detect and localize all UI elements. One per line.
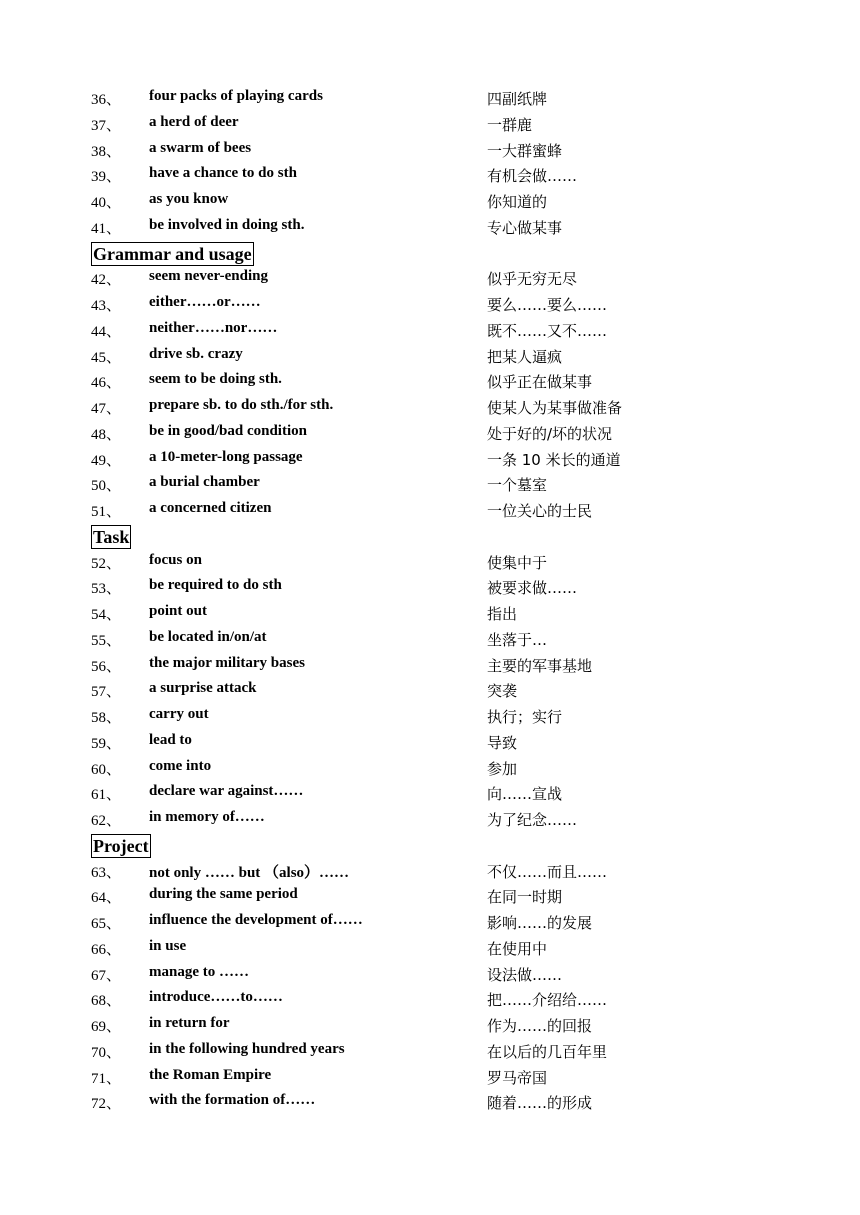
english-phrase: influence the development of…… xyxy=(149,912,363,928)
entry-number: 67、 xyxy=(91,967,122,984)
vocab-entry xyxy=(0,320,860,346)
vocab-entry xyxy=(0,88,860,114)
english-phrase: a swarm of bees xyxy=(149,139,252,156)
chinese-meaning: 一大群蜜蜂 xyxy=(487,141,563,160)
chinese-meaning: 把……介绍给…… xyxy=(487,991,608,1010)
english-phrase: introduce……to…… xyxy=(149,989,283,1006)
english-phrase: come into xyxy=(149,757,212,774)
english-phrase: either……or…… xyxy=(149,294,261,310)
vocab-entry xyxy=(0,294,860,320)
section-heading: Project xyxy=(93,835,149,856)
chinese-meaning: 似乎无穷无尽 xyxy=(487,270,578,289)
chinese-meaning: 一个墓室 xyxy=(487,476,548,495)
chinese-meaning: 向……宣战 xyxy=(487,785,563,804)
entry-number: 45、 xyxy=(91,349,122,366)
vocab-entry xyxy=(0,655,860,681)
chinese-meaning: 使某人为某事做准备 xyxy=(487,399,623,417)
entry-number: 60、 xyxy=(91,761,122,778)
entry-number: 70、 xyxy=(91,1044,122,1061)
chinese-meaning: 似乎正在做某事 xyxy=(487,373,593,392)
vocab-entry xyxy=(0,603,860,629)
chinese-meaning: 在以后的几百年里 xyxy=(487,1042,608,1061)
chinese-meaning: 一条 10 米长的通道 xyxy=(487,450,621,469)
vocab-entry xyxy=(0,1067,860,1093)
vocab-entry xyxy=(0,346,860,372)
entry-number: 68、 xyxy=(91,993,122,1010)
chinese-meaning: 执行；实行 xyxy=(487,708,563,726)
english-phrase: with the formation of…… xyxy=(149,1092,316,1109)
entry-number: 43、 xyxy=(91,298,122,314)
chinese-meaning: 影响……的发展 xyxy=(487,914,593,932)
entry-number: 44、 xyxy=(91,323,122,340)
chinese-meaning: 把某人逼疯 xyxy=(487,347,563,366)
vocab-entry xyxy=(0,938,860,964)
section-heading: Grammar and usage xyxy=(93,243,252,264)
chinese-meaning: 坐落于… xyxy=(487,630,548,649)
vocab-entry xyxy=(0,680,860,706)
entry-number: 56、 xyxy=(91,658,122,675)
vocab-entry xyxy=(0,449,860,475)
chinese-meaning: 四副纸牌 xyxy=(487,90,548,108)
vocab-entry xyxy=(0,577,860,603)
entry-number: 61、 xyxy=(91,787,122,804)
vocab-entry xyxy=(0,371,860,397)
entry-number: 55、 xyxy=(91,632,122,649)
vocab-entry xyxy=(0,1092,860,1118)
vocab-entry xyxy=(0,397,860,423)
english-phrase: a burial chamber xyxy=(149,474,260,491)
english-phrase: be involved in doing sth. xyxy=(149,216,305,233)
entry-number: 65、 xyxy=(91,916,122,932)
entry-number: 52、 xyxy=(91,555,122,572)
vocab-entry xyxy=(0,552,860,578)
vocab-entry xyxy=(0,191,860,217)
chinese-meaning: 罗马帝国 xyxy=(487,1068,548,1087)
entry-number: 42、 xyxy=(91,272,122,289)
chinese-meaning: 随着……的形成 xyxy=(487,1094,593,1113)
vocab-entry xyxy=(0,629,860,655)
chinese-meaning: 参加 xyxy=(487,759,518,778)
english-phrase: not only …… but （also）…… xyxy=(149,864,350,881)
chinese-meaning: 导致 xyxy=(487,733,518,752)
english-phrase: be required to do sth xyxy=(149,577,282,594)
english-phrase: a concerned citizen xyxy=(149,500,272,516)
vocab-entry xyxy=(0,423,860,449)
english-phrase: during the same period xyxy=(149,886,298,903)
vocab-entry xyxy=(0,268,860,294)
entry-number: 39、 xyxy=(91,169,122,186)
english-phrase: drive sb. crazy xyxy=(149,345,243,362)
english-phrase: manage to …… xyxy=(149,963,249,980)
entry-number: 53、 xyxy=(91,581,122,598)
english-phrase: in the following hundred years xyxy=(149,1040,345,1057)
english-phrase: the major military bases xyxy=(149,654,305,671)
vocab-entry xyxy=(0,809,860,835)
english-phrase: a herd of deer xyxy=(149,113,239,130)
english-phrase: a 10-meter-long passage xyxy=(149,448,303,465)
entry-number: 49、 xyxy=(91,452,122,469)
chinese-meaning: 有机会做…… xyxy=(487,167,578,186)
vocab-entry xyxy=(0,964,860,990)
vocab-entry xyxy=(0,861,860,887)
english-phrase: in use xyxy=(149,937,187,954)
entry-number: 36、 xyxy=(91,92,122,108)
chinese-meaning: 要么……要么…… xyxy=(487,296,608,314)
vocab-entry xyxy=(0,500,860,526)
vocab-entry xyxy=(0,989,860,1015)
entry-number: 59、 xyxy=(91,735,122,752)
chinese-meaning: 不仅……而且…… xyxy=(487,862,608,881)
chinese-meaning: 为了纪念…… xyxy=(487,811,578,829)
english-phrase: seem never-ending xyxy=(149,268,269,285)
chinese-meaning: 被要求做…… xyxy=(487,579,578,598)
vocab-entry xyxy=(0,758,860,784)
entry-number: 63、 xyxy=(91,864,122,881)
vocab-entry xyxy=(0,732,860,758)
vocab-entry xyxy=(0,217,860,243)
chinese-meaning: 专心做某事 xyxy=(487,218,563,237)
entry-number: 41、 xyxy=(91,220,122,237)
chinese-meaning: 主要的军事基地 xyxy=(487,656,593,675)
vocab-entry xyxy=(0,783,860,809)
entry-number: 38、 xyxy=(91,143,122,160)
entry-number: 72、 xyxy=(91,1096,122,1113)
vocab-entry xyxy=(0,1041,860,1067)
english-phrase: neither……nor…… xyxy=(149,319,278,336)
english-phrase: a surprise attack xyxy=(149,680,257,697)
entry-number: 71、 xyxy=(91,1070,122,1087)
entry-number: 48、 xyxy=(91,426,122,443)
chinese-meaning: 指出 xyxy=(487,605,518,623)
english-phrase: focus on xyxy=(149,551,202,568)
chinese-meaning: 既不……又不…… xyxy=(487,321,608,340)
entry-number: 57、 xyxy=(91,684,122,701)
english-phrase: in memory of…… xyxy=(149,809,265,825)
chinese-meaning: 使集中于 xyxy=(487,553,548,572)
english-phrase: be in good/bad condition xyxy=(149,422,307,439)
section-heading: Task xyxy=(93,526,130,547)
vocab-entry xyxy=(0,140,860,166)
vocab-entry xyxy=(0,886,860,912)
english-phrase: have a chance to do sth xyxy=(149,165,297,182)
english-phrase: in return for xyxy=(149,1015,230,1031)
english-phrase: prepare sb. to do sth./for sth. xyxy=(149,397,334,413)
entry-number: 58、 xyxy=(91,710,122,726)
entry-number: 54、 xyxy=(91,607,122,623)
vocab-entry xyxy=(0,114,860,140)
entry-number: 51、 xyxy=(91,504,122,520)
english-phrase: four packs of playing cards xyxy=(149,88,323,104)
english-phrase: seem to be doing sth. xyxy=(149,371,282,388)
chinese-meaning: 一群鹿 xyxy=(487,115,533,134)
entry-number: 47、 xyxy=(91,401,122,417)
vocab-entry xyxy=(0,165,860,191)
chinese-meaning: 你知道的 xyxy=(487,193,548,211)
entry-number: 40、 xyxy=(91,195,122,211)
chinese-meaning: 在同一时期 xyxy=(487,888,563,907)
entry-number: 62、 xyxy=(91,813,122,829)
entry-number: 69、 xyxy=(91,1019,122,1035)
entry-number: 46、 xyxy=(91,375,122,392)
vocab-entry xyxy=(0,706,860,732)
entry-number: 64、 xyxy=(91,890,122,907)
chinese-meaning: 作为……的回报 xyxy=(487,1017,593,1035)
chinese-meaning: 处于好的/坏的状况 xyxy=(487,424,613,443)
vocab-entry xyxy=(0,912,860,938)
english-phrase: carry out xyxy=(149,706,209,722)
vocab-entry xyxy=(0,1015,860,1041)
chinese-meaning: 突袭 xyxy=(487,682,518,701)
entry-number: 50、 xyxy=(91,478,122,495)
chinese-meaning: 设法做…… xyxy=(487,965,563,984)
english-phrase: be located in/on/at xyxy=(149,628,267,645)
chinese-meaning: 在使用中 xyxy=(487,939,548,958)
english-phrase: point out xyxy=(149,603,207,619)
english-phrase: the Roman Empire xyxy=(149,1066,272,1083)
english-phrase: lead to xyxy=(149,731,192,748)
entry-number: 66、 xyxy=(91,941,122,958)
english-phrase: as you know xyxy=(149,191,229,207)
chinese-meaning: 一位关心的士民 xyxy=(487,502,593,520)
vocab-entry xyxy=(0,474,860,500)
entry-number: 37、 xyxy=(91,117,122,134)
english-phrase: declare war against…… xyxy=(149,783,304,800)
